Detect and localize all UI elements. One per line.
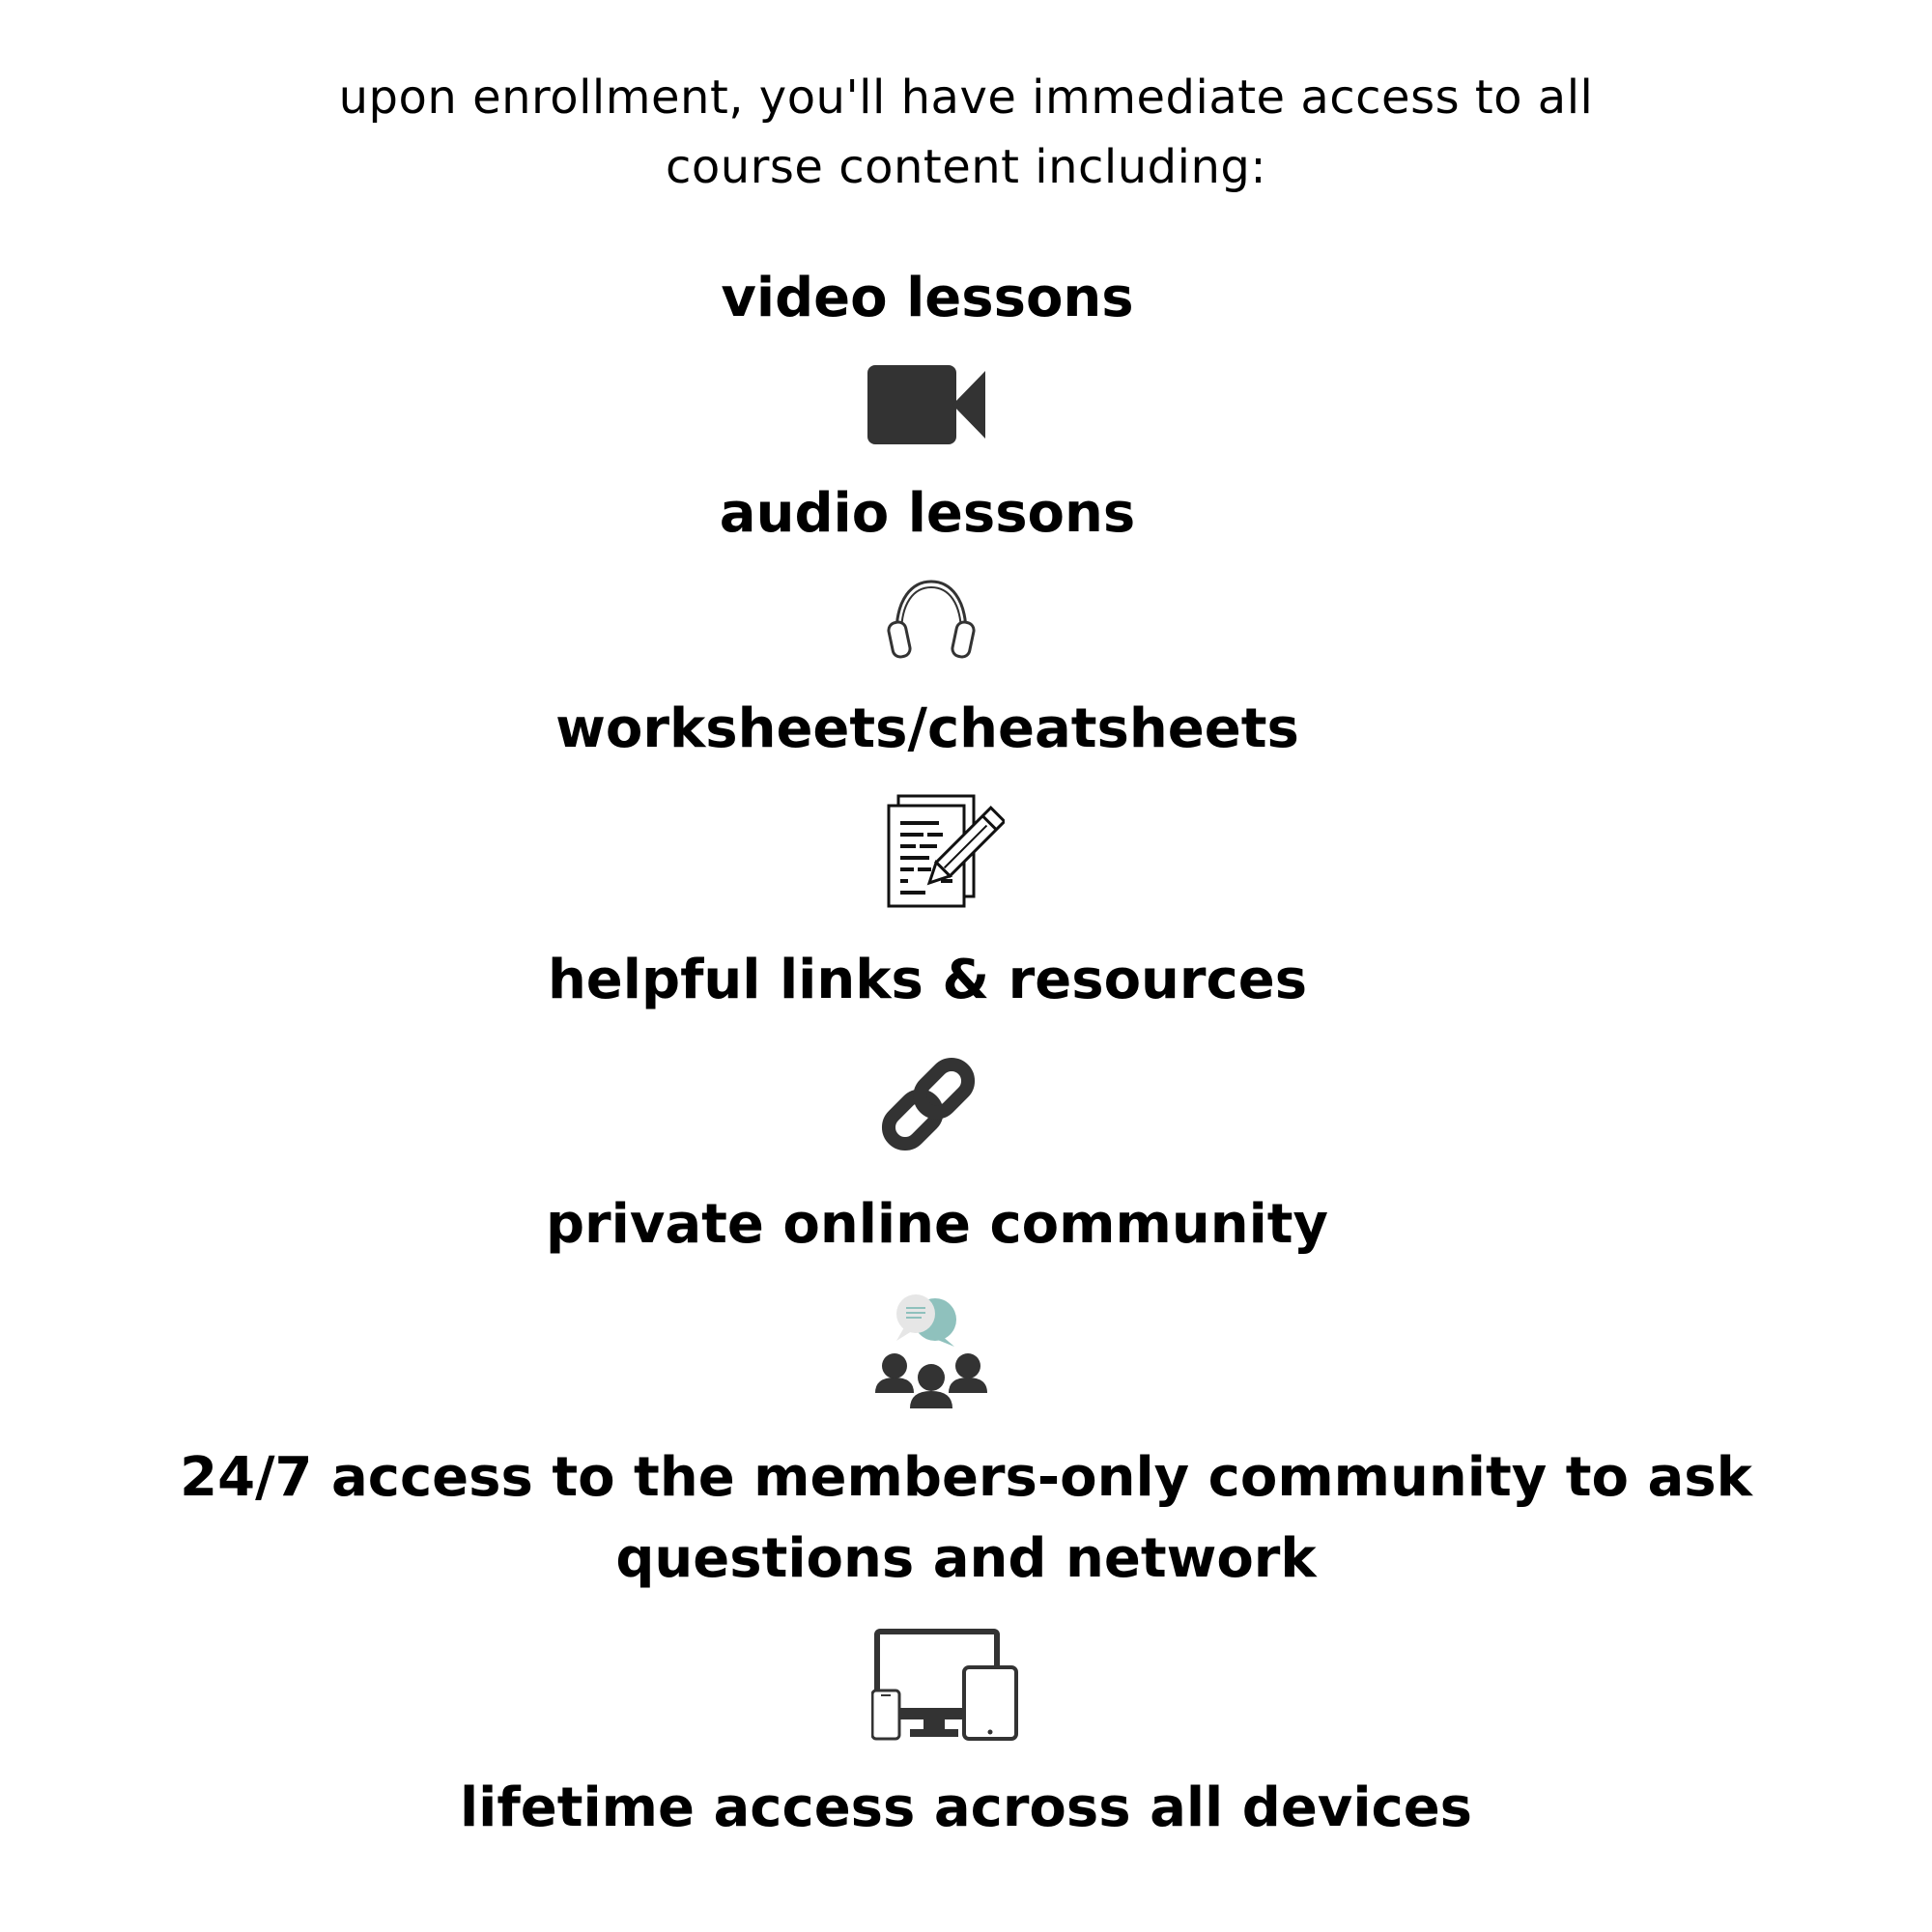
feature-audio-lessons-label: audio lessons [719, 482, 1136, 545]
worksheet-pencil-icon [887, 794, 1005, 910]
headphones-icon [887, 580, 976, 659]
intro-line-2: course content including: [665, 140, 1266, 194]
feature-members-access-line-1: 24/7 access to the members-only community to ask [180, 1446, 1752, 1509]
intro-line-1: upon enrollment, you'll have immediate access to all [338, 71, 1594, 125]
feature-worksheets-label: worksheets/cheatsheets [555, 697, 1299, 760]
devices-icon [871, 1629, 1018, 1741]
chain-link-icon [875, 1051, 981, 1157]
community-people-icon [875, 1291, 987, 1410]
feature-links-label: helpful links & resources [547, 949, 1308, 1011]
feature-community-label: private online community [545, 1193, 1329, 1256]
video-camera-icon [867, 365, 985, 444]
feature-video-lessons-label: video lessons [721, 267, 1134, 329]
feature-members-access-line-2: questions and network [615, 1527, 1317, 1590]
feature-lifetime-access-label: lifetime access across all devices [459, 1776, 1473, 1839]
